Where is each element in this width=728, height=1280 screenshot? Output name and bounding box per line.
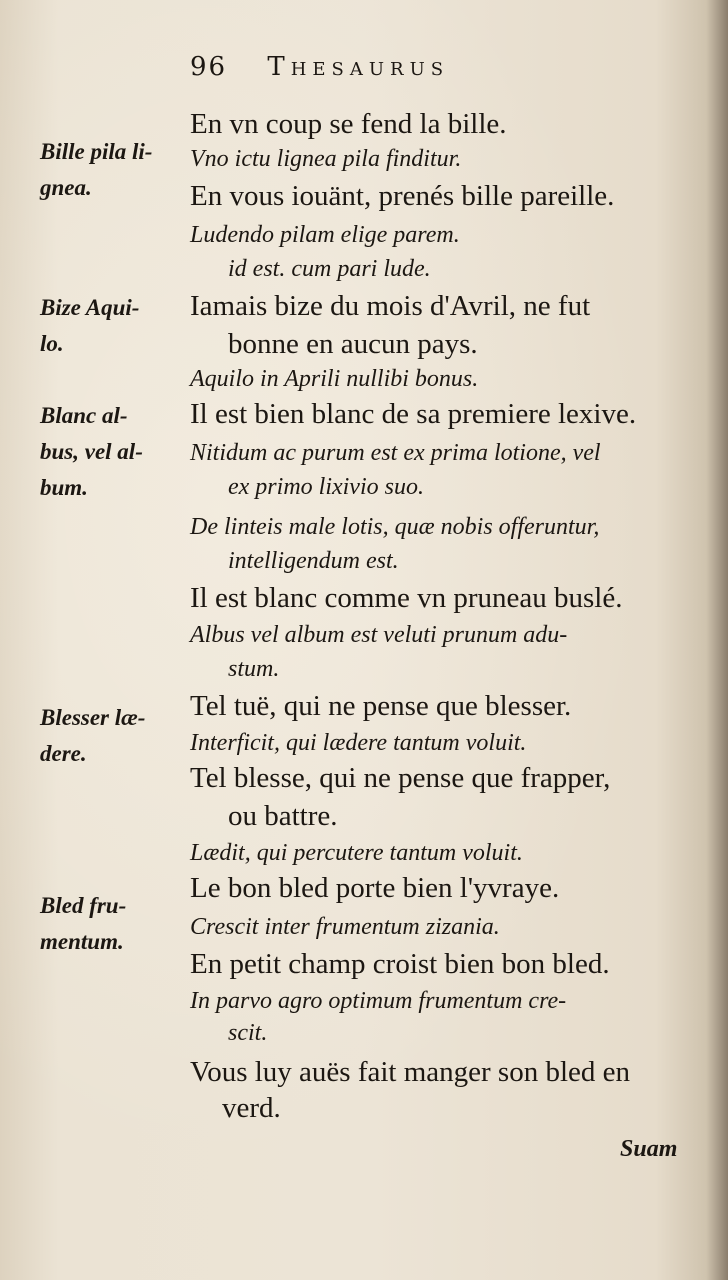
text-line-french: ou battre.	[228, 800, 338, 832]
text-line-latin: Vno ictu lignea pila finditur.	[190, 146, 462, 172]
margin-note-bille	[40, 134, 185, 206]
margin-note-blesser	[40, 700, 185, 772]
margin-note-line: Blesser læ-	[40, 705, 146, 730]
text-line-latin: id est. cum pari lude.	[228, 256, 431, 282]
text-line-french: En vous iouänt, prenés bille pareille.	[190, 180, 615, 212]
text-line-latin: Interficit, qui lædere tantum voluit.	[190, 730, 527, 756]
margin-note-line: mentum.	[40, 929, 124, 954]
text-line-french: En vn coup se fend la bille.	[190, 108, 507, 140]
text-line-latin: In parvo agro optimum frumentum cre-	[190, 988, 567, 1014]
running-head: Thesaurus	[267, 52, 450, 82]
text-line-latin: stum.	[228, 656, 280, 682]
text-line-latin: Aquilo in Aprili nullibi bonus.	[190, 366, 479, 392]
text-line-french: Vous luy auës fait manger son bled en	[190, 1056, 631, 1088]
page-number: 96	[190, 52, 228, 82]
margin-note-line: Bled fru-	[40, 893, 127, 918]
text-line-latin: intelligendum est.	[228, 548, 399, 574]
text-line-french: Tel blesse, qui ne pense que frapper,	[190, 762, 611, 794]
margin-note-bize	[40, 290, 185, 362]
text-line-latin: scit.	[228, 1020, 268, 1046]
margin-note-line: bus, vel al-	[40, 439, 143, 464]
text-line-latin: Albus vel album est veluti prunum adu-	[190, 622, 568, 648]
text-line-latin: Ludendo pilam elige parem.	[190, 222, 460, 248]
text-line-french: Iamais bize du mois d'Avril, ne fut	[190, 290, 591, 322]
text-line-french: Il est bien blanc de sa premiere lexive.	[190, 398, 637, 430]
text-line-french: En petit champ croist bien bon bled.	[190, 948, 610, 980]
margin-note-line: bum.	[40, 475, 88, 500]
text-line-latin: Crescit inter frumentum zizania.	[190, 914, 500, 940]
margin-note-blanc	[40, 398, 185, 506]
margin-note-line: Blanc al-	[40, 403, 128, 428]
margin-note-line: dere.	[40, 741, 87, 766]
catchword: Suam	[620, 1136, 678, 1162]
text-line-french: Il est blanc comme vn pruneau buslé.	[190, 582, 623, 614]
text-line-latin: De linteis male lotis, quæ nobis offeruntur,	[190, 514, 600, 540]
margin-note-line: Bille pila li-	[40, 139, 153, 164]
text-line-latin: Nitidum ac purum est ex prima lotione, vel	[190, 440, 601, 466]
margin-note-line: lo.	[40, 331, 64, 356]
text-line-french: Tel tuë, qui ne pense que blesser.	[190, 690, 572, 722]
page-header	[190, 52, 449, 82]
margin-note-line: Bize Aqui-	[40, 295, 140, 320]
text-line-french: bonne en aucun pays.	[228, 328, 478, 360]
margin-note-bled	[40, 888, 185, 960]
text-line-latin: Lædit, qui percutere tantum voluit.	[190, 840, 523, 866]
text-line-french: verd.	[222, 1092, 281, 1124]
text-line-latin: ex primo lixivio suo.	[228, 474, 424, 500]
text-line-french: Le bon bled porte bien l'yvraye.	[190, 872, 560, 904]
margin-note-line: gnea.	[40, 175, 92, 200]
